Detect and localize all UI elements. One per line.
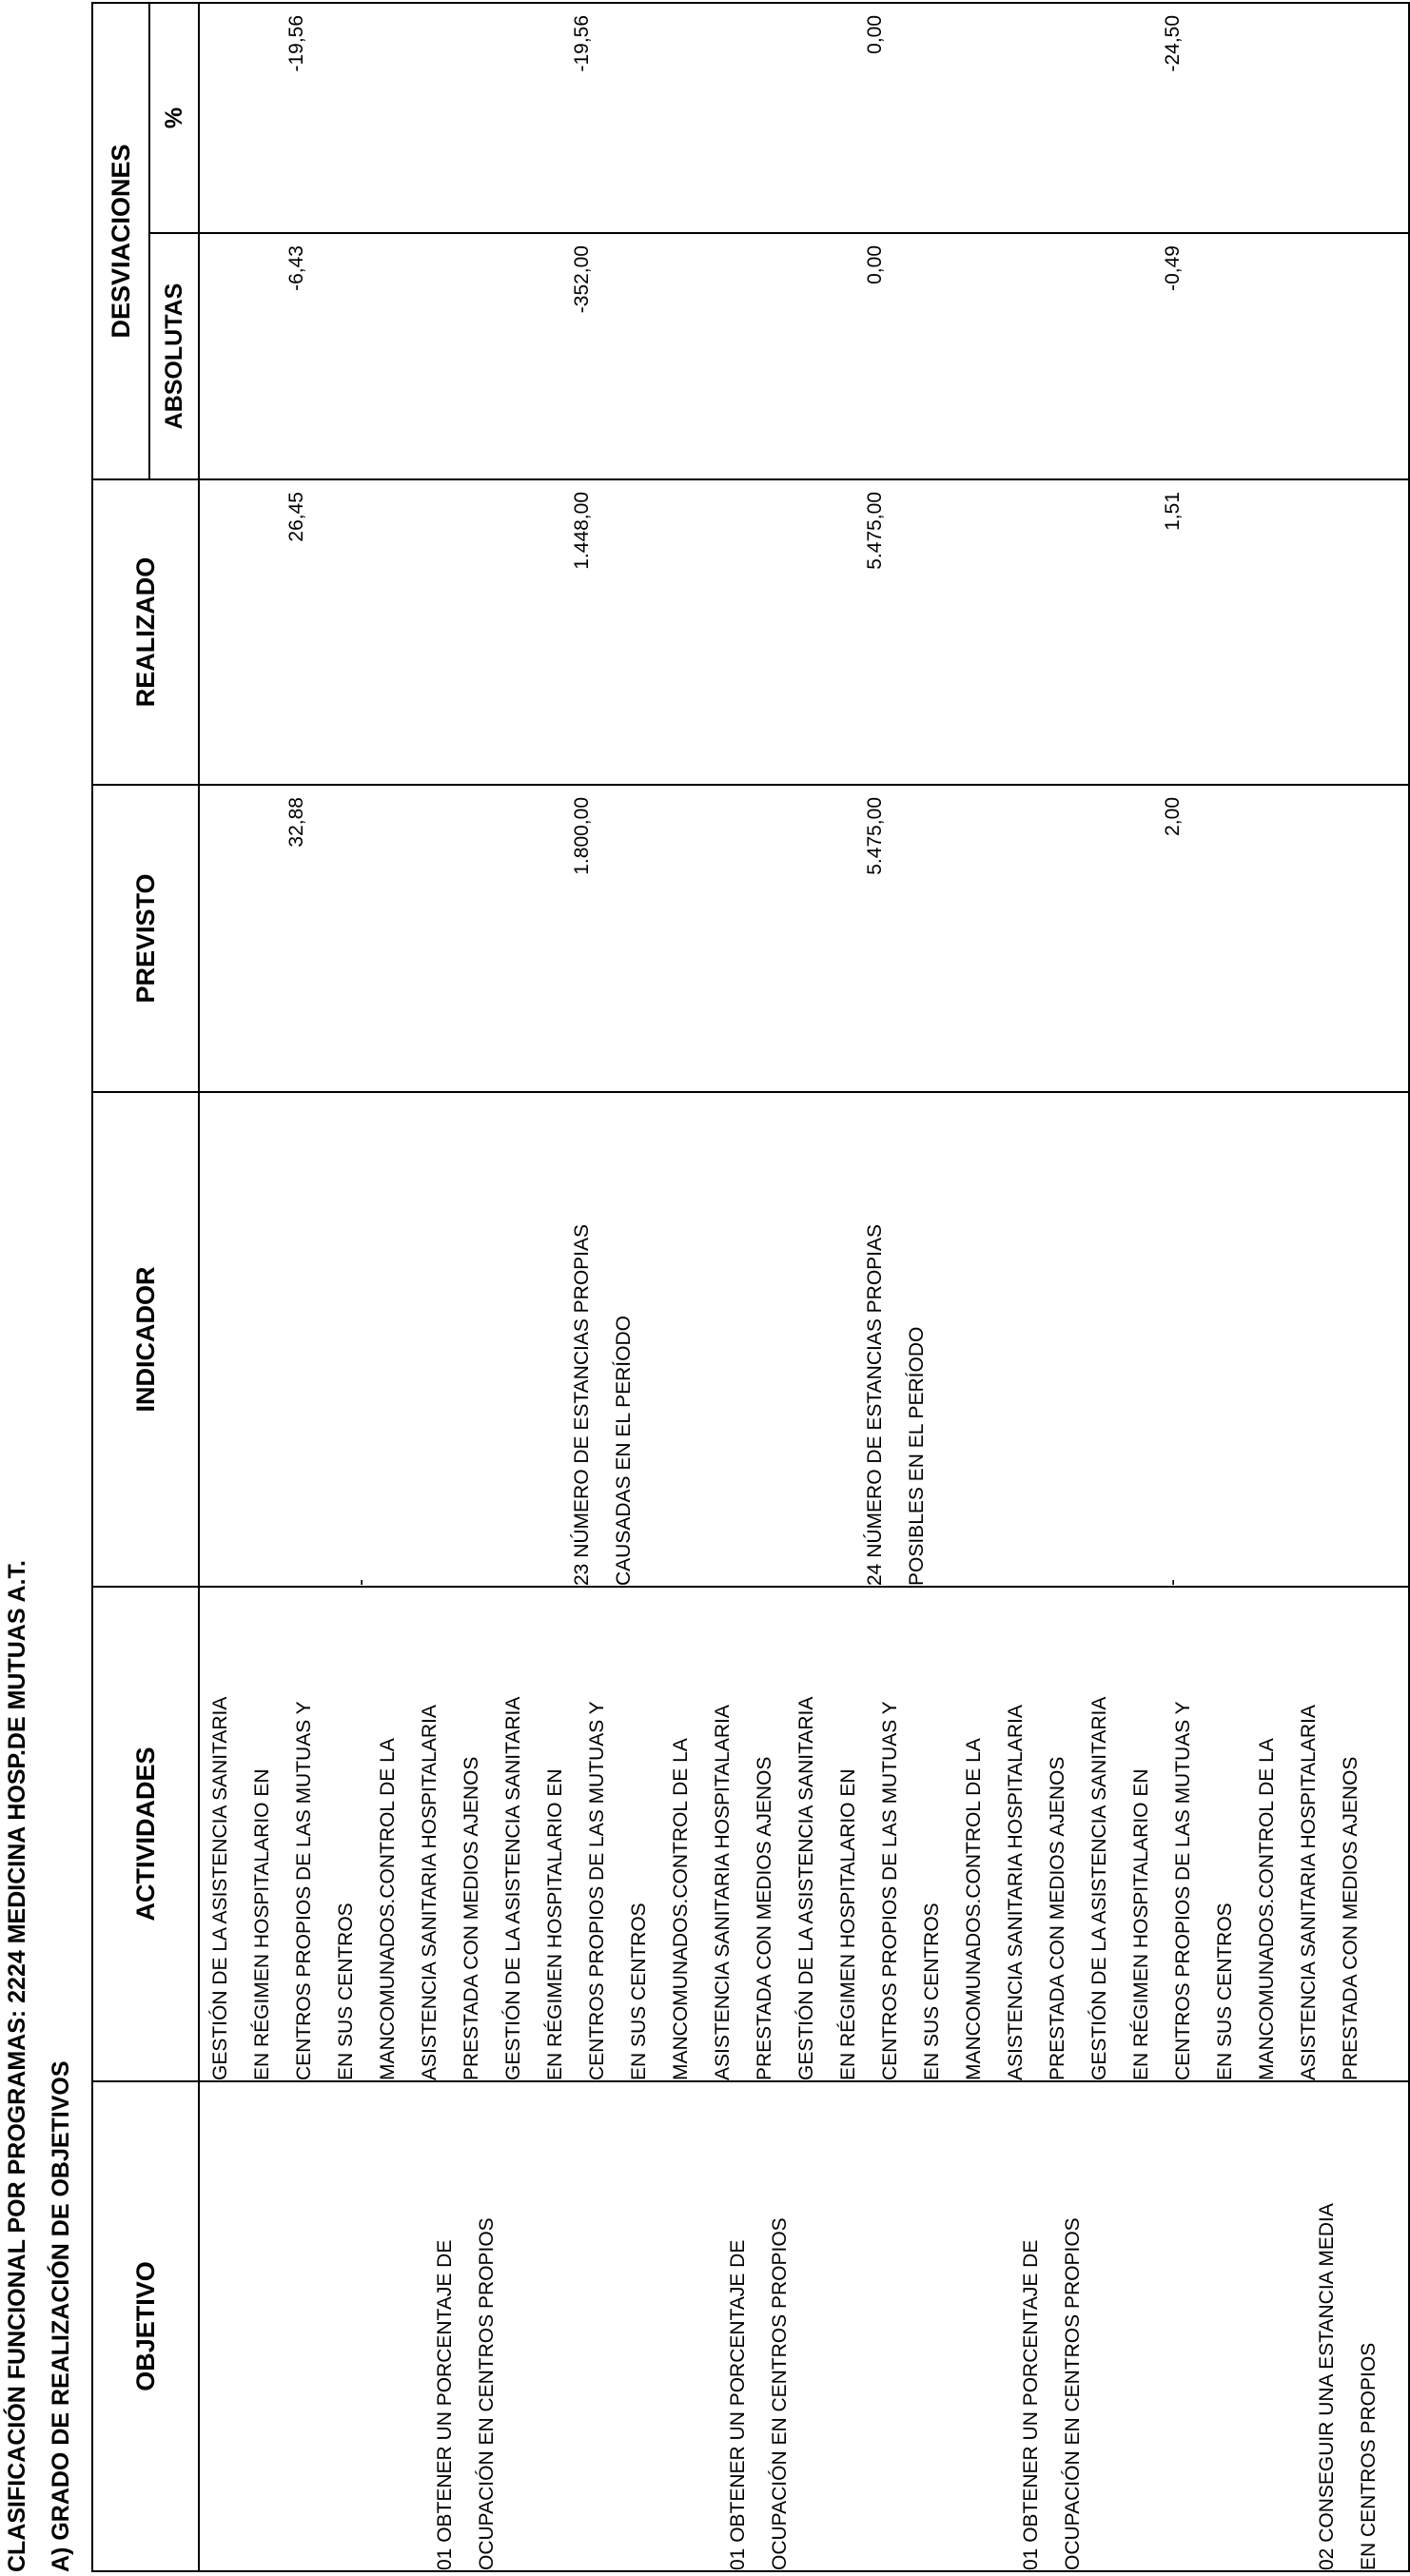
absolutas-value: 0,00 xyxy=(864,245,886,284)
activity-line: GESTIÓN DE LA ASISTENCIA SANITARIA xyxy=(209,1696,231,2080)
activity-line: MANCOMUNADOS.CONTROL DE LA xyxy=(1256,1738,1278,2080)
objetivo-text: 01 OBTENER UN PORCENTAJE DE xyxy=(1020,2239,1042,2570)
objetivo-text: OCUPACIÓN EN CENTROS PROPIOS xyxy=(769,2217,791,2570)
activity-line: EN SUS CENTROS xyxy=(921,1903,943,2080)
activity-line: MANCOMUNADOS.CONTROL DE LA xyxy=(377,1738,399,2080)
col-header-absolutas: ABSOLUTAS xyxy=(149,233,199,479)
porcentaje-value: 0,00 xyxy=(864,14,886,54)
objectives-table xyxy=(91,2,1410,2572)
indicador-cell xyxy=(199,1092,1409,1587)
previsto-cell xyxy=(199,785,1409,1092)
activity-line: PRESTADA CON MEDIOS AJENOS xyxy=(1047,1756,1068,2080)
absolutas-value: -0,49 xyxy=(1162,245,1184,291)
col-header-indicador: INDICADOR xyxy=(92,1092,199,1587)
activity-line: PRESTADA CON MEDIOS AJENOS xyxy=(460,1756,482,2080)
objetivo-text: 01 OBTENER UN PORCENTAJE DE xyxy=(434,2239,456,2570)
col-header-objetivo: OBJETIVO xyxy=(92,2081,199,2571)
page-title: CLASIFICACIÓN FUNCIONAL POR PROGRAMAS: 2224 MEDICINA HOSP.DE MUTUAS A.T. xyxy=(4,1560,30,2572)
indicador-text: 24 NÚMERO DE ESTANCIAS PROPIAS xyxy=(864,1223,886,1586)
actividades-cell xyxy=(199,1587,1409,2081)
activity-line: EN RÉGIMEN HOSPITALARIO EN xyxy=(544,1768,566,2080)
activity-line: ASISTENCIA SANITARIA HOSPITALARIA xyxy=(1298,1705,1320,2080)
realizado-cell xyxy=(199,479,1409,785)
activity-line: CENTROS PROPIOS DE LAS MUTUAS Y xyxy=(586,1701,608,2080)
realizado-value: 1.448,00 xyxy=(571,492,593,570)
col-header-actividades: ACTIVIDADES xyxy=(92,1587,199,2081)
indicador-text: 23 NÚMERO DE ESTANCIAS PROPIAS xyxy=(571,1223,593,1586)
section-title: A) GRADO DE REALIZACIÓN DE OBJETIVOS xyxy=(48,2060,74,2572)
previsto-value: 2,00 xyxy=(1162,797,1184,836)
porcentaje-value: -19,56 xyxy=(285,14,307,72)
porcentaje-value: -19,56 xyxy=(571,14,593,72)
activity-line: EN SUS CENTROS xyxy=(628,1903,650,2080)
col-header-realizado: REALIZADO xyxy=(92,479,199,785)
realizado-value: 26,45 xyxy=(285,492,307,542)
objetivo-text: EN CENTROS PROPIOS xyxy=(1358,2342,1380,2570)
previsto-value: 5.475,00 xyxy=(864,797,886,875)
absolutas-value: -6,43 xyxy=(285,245,307,291)
absolutas-value: -352,00 xyxy=(571,245,593,314)
activity-line: PRESTADA CON MEDIOS AJENOS xyxy=(754,1756,775,2080)
activity-line: EN RÉGIMEN HOSPITALARIO EN xyxy=(1130,1768,1152,2080)
activity-line: EN SUS CENTROS xyxy=(335,1903,357,2080)
indicador-text: - xyxy=(350,1579,372,1586)
activity-line: EN RÉGIMEN HOSPITALARIO EN xyxy=(837,1768,859,2080)
porcentaje-value: -24,50 xyxy=(1162,14,1184,72)
porcentaje-cell xyxy=(199,3,1409,233)
col-header-porcentaje: % xyxy=(149,3,199,233)
activity-line: CENTROS PROPIOS DE LAS MUTUAS Y xyxy=(879,1701,901,2080)
indicador-text: CAUSADAS EN EL PERÍODO xyxy=(613,1316,635,1586)
activity-line: MANCOMUNADOS.CONTROL DE LA xyxy=(670,1738,692,2080)
objetivo-text: 01 OBTENER UN PORCENTAJE DE xyxy=(727,2239,749,2570)
objetivo-text: OCUPACIÓN EN CENTROS PROPIOS xyxy=(1062,2217,1084,2570)
objetivo-text: OCUPACIÓN EN CENTROS PROPIOS xyxy=(476,2217,498,2570)
header-row xyxy=(92,3,149,2571)
activity-line: MANCOMUNADOS.CONTROL DE LA xyxy=(963,1738,985,2080)
activity-line: GESTIÓN DE LA ASISTENCIA SANITARIA xyxy=(502,1696,524,2080)
realizado-value: 1,51 xyxy=(1162,492,1184,531)
activity-line: ASISTENCIA SANITARIA HOSPITALARIA xyxy=(712,1705,734,2080)
activity-line: PRESTADA CON MEDIOS AJENOS xyxy=(1340,1756,1361,2080)
objetivo-cell xyxy=(199,2081,1409,2571)
activity-line: GESTIÓN DE LA ASISTENCIA SANITARIA xyxy=(795,1696,817,2080)
col-header-desviaciones: DESVIACIONES xyxy=(92,3,149,479)
activity-line: ASISTENCIA SANITARIA HOSPITALARIA xyxy=(1005,1705,1027,2080)
activity-line: EN RÉGIMEN HOSPITALARIO EN xyxy=(251,1768,273,2080)
activity-line: GESTIÓN DE LA ASISTENCIA SANITARIA xyxy=(1088,1696,1110,2080)
indicador-text: - xyxy=(1162,1579,1184,1586)
table-row xyxy=(199,3,1409,2571)
activity-line: CENTROS PROPIOS DE LAS MUTUAS Y xyxy=(293,1701,315,2080)
activity-line: ASISTENCIA SANITARIA HOSPITALARIA xyxy=(419,1705,441,2080)
previsto-value: 1.800,00 xyxy=(571,797,593,875)
absolutas-cell xyxy=(199,233,1409,479)
activity-line: CENTROS PROPIOS DE LAS MUTUAS Y xyxy=(1172,1701,1194,2080)
previsto-value: 32,88 xyxy=(285,797,307,848)
col-header-previsto: PREVISTO xyxy=(92,785,199,1092)
activity-line: EN SUS CENTROS xyxy=(1214,1903,1236,2080)
realizado-value: 5.475,00 xyxy=(864,492,886,570)
objetivo-text: 02 CONSEGUIR UNA ESTANCIA MEDIA xyxy=(1316,2203,1338,2570)
indicador-text: POSIBLES EN EL PERÍODO xyxy=(906,1326,928,1586)
